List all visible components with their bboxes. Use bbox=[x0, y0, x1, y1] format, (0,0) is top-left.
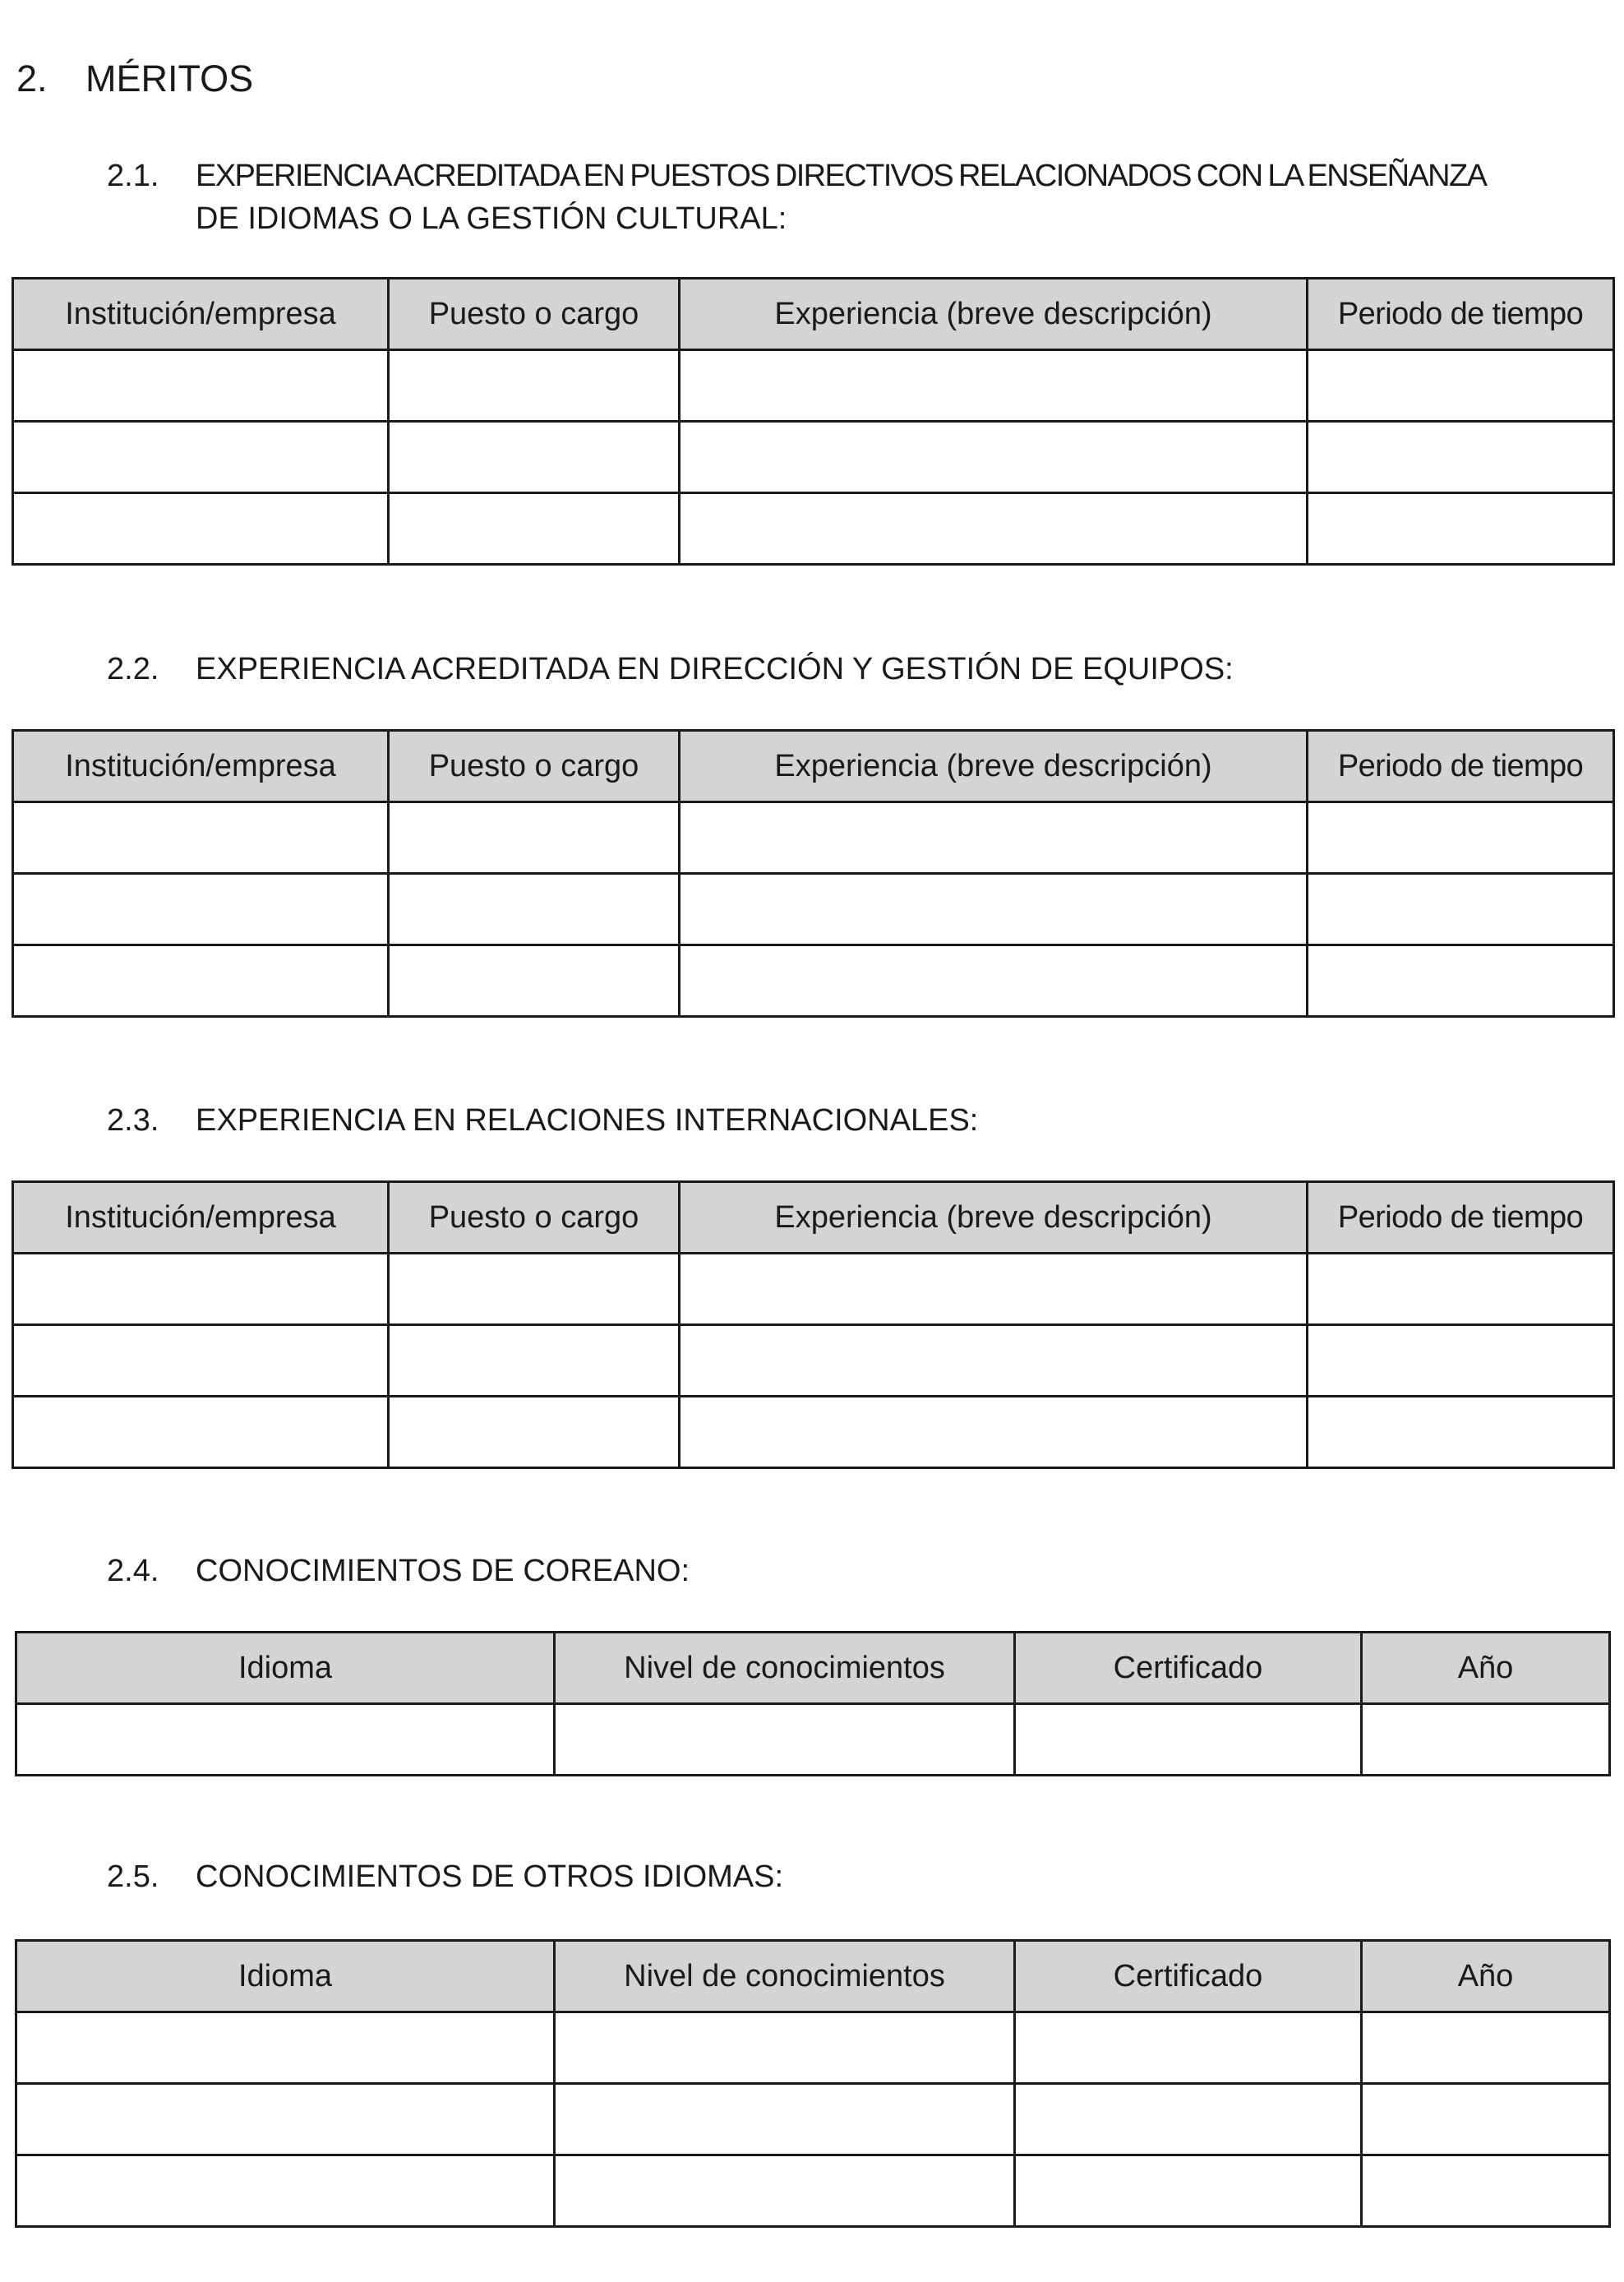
cell-institution[interactable] bbox=[13, 1325, 389, 1397]
cell-institution[interactable] bbox=[13, 802, 389, 874]
cell-institution[interactable] bbox=[13, 874, 389, 945]
cell-experience[interactable] bbox=[680, 1397, 1308, 1468]
table-row bbox=[13, 945, 1614, 1017]
cell-period[interactable] bbox=[1308, 493, 1614, 565]
subsection-number: 2.4. bbox=[107, 1554, 159, 1588]
table-row bbox=[13, 802, 1614, 874]
section-heading bbox=[16, 56, 253, 102]
header-language: Idioma bbox=[16, 1941, 555, 2012]
header-level: Nivel de conocimientos bbox=[555, 1633, 1015, 1704]
subsection-number: 2.2. bbox=[107, 652, 159, 686]
header-experience: Experiencia (breve descripción) bbox=[680, 731, 1308, 802]
table-row bbox=[13, 1254, 1614, 1325]
cell-position[interactable] bbox=[389, 1397, 680, 1468]
cell-experience[interactable] bbox=[680, 802, 1308, 874]
cell-position[interactable] bbox=[389, 874, 680, 945]
header-year: Año bbox=[1362, 1941, 1610, 2012]
header-language: Idioma bbox=[16, 1633, 555, 1704]
header-period: Periodo de tiempo bbox=[1308, 1182, 1614, 1254]
table-row bbox=[13, 350, 1614, 422]
table-directive-experience bbox=[12, 277, 1615, 566]
cell-period[interactable] bbox=[1308, 874, 1614, 945]
table-row bbox=[16, 1704, 1610, 1776]
cell-period[interactable] bbox=[1308, 1325, 1614, 1397]
cell-experience[interactable] bbox=[680, 493, 1308, 565]
table-header-row bbox=[16, 1941, 1610, 2012]
subsection-heading-2-1 bbox=[107, 155, 1611, 240]
subsection-heading-2-3 bbox=[107, 1099, 1611, 1142]
cell-period[interactable] bbox=[1308, 802, 1614, 874]
table-row bbox=[13, 874, 1614, 945]
subsection-number: 2.1. bbox=[107, 159, 159, 193]
cell-institution[interactable] bbox=[13, 945, 389, 1017]
cell-position[interactable] bbox=[389, 802, 680, 874]
header-level: Nivel de conocimientos bbox=[555, 1941, 1015, 2012]
table-row bbox=[16, 2012, 1610, 2084]
subsection-number: 2.5. bbox=[107, 1859, 159, 1894]
cell-period[interactable] bbox=[1308, 1254, 1614, 1325]
table-header-row bbox=[13, 1182, 1614, 1254]
table-header-row bbox=[13, 279, 1614, 350]
table-row bbox=[13, 422, 1614, 493]
header-experience: Experiencia (breve descripción) bbox=[680, 1182, 1308, 1254]
table-row bbox=[13, 1397, 1614, 1468]
cell-certificate[interactable] bbox=[1015, 2155, 1362, 2227]
cell-institution[interactable] bbox=[13, 1397, 389, 1468]
table-header-row bbox=[16, 1633, 1610, 1704]
cell-certificate[interactable] bbox=[1015, 2084, 1362, 2155]
table-row bbox=[13, 1325, 1614, 1397]
cell-certificate[interactable] bbox=[1015, 1704, 1362, 1776]
subsection-title: CONOCIMIENTOS DE COREANO: bbox=[196, 1554, 690, 1588]
cell-level[interactable] bbox=[555, 1704, 1015, 1776]
subsection-title: CONOCIMIENTOS DE OTROS IDIOMAS: bbox=[196, 1859, 784, 1894]
subsection-heading-2-5 bbox=[107, 1855, 1611, 1898]
cell-year[interactable] bbox=[1362, 2012, 1610, 2084]
table-header-row bbox=[13, 731, 1614, 802]
cell-language[interactable] bbox=[16, 1704, 555, 1776]
cell-certificate[interactable] bbox=[1015, 2012, 1362, 2084]
subsection-title: EXPERIENCIA ACREDITADA EN DIRECCIÓN Y GESTIÓN DE EQUIPOS: bbox=[196, 652, 1234, 686]
header-experience: Experiencia (breve descripción) bbox=[680, 279, 1308, 350]
cell-experience[interactable] bbox=[680, 422, 1308, 493]
table-row bbox=[16, 2084, 1610, 2155]
cell-institution[interactable] bbox=[13, 1254, 389, 1325]
header-institution: Institución/empresa bbox=[13, 1182, 389, 1254]
cell-language[interactable] bbox=[16, 2012, 555, 2084]
cell-position[interactable] bbox=[389, 945, 680, 1017]
subsection-number: 2.3. bbox=[107, 1103, 159, 1138]
table-row bbox=[13, 493, 1614, 565]
cell-level[interactable] bbox=[555, 2012, 1015, 2084]
cell-institution[interactable] bbox=[13, 350, 389, 422]
cell-level[interactable] bbox=[555, 2084, 1015, 2155]
table-row bbox=[16, 2155, 1610, 2227]
subsection-title: EXPERIENCIA EN RELACIONES INTERNACIONALES: bbox=[196, 1103, 979, 1138]
subsection-title-line-1: EXPERIENCIA ACREDITADA EN PUESTOS DIRECTIVOS RELACIONADOS CON LA ENSEÑANZA bbox=[196, 159, 1487, 193]
header-institution: Institución/empresa bbox=[13, 279, 389, 350]
cell-year[interactable] bbox=[1362, 2155, 1610, 2227]
cell-position[interactable] bbox=[389, 422, 680, 493]
cell-language[interactable] bbox=[16, 2155, 555, 2227]
cell-experience[interactable] bbox=[680, 945, 1308, 1017]
cell-period[interactable] bbox=[1308, 1397, 1614, 1468]
cell-period[interactable] bbox=[1308, 422, 1614, 493]
cell-experience[interactable] bbox=[680, 350, 1308, 422]
table-other-languages bbox=[15, 1939, 1611, 2228]
cell-language[interactable] bbox=[16, 2084, 555, 2155]
subsection-heading-2-4 bbox=[107, 1550, 1611, 1592]
cell-position[interactable] bbox=[389, 1254, 680, 1325]
cell-position[interactable] bbox=[389, 493, 680, 565]
header-institution: Institución/empresa bbox=[13, 731, 389, 802]
header-certificate: Certificado bbox=[1015, 1941, 1362, 2012]
header-period: Periodo de tiempo bbox=[1308, 731, 1614, 802]
section-number: 2. bbox=[16, 58, 48, 99]
cell-position[interactable] bbox=[389, 350, 680, 422]
header-certificate: Certificado bbox=[1015, 1633, 1362, 1704]
cell-period[interactable] bbox=[1308, 350, 1614, 422]
section-title: MÉRITOS bbox=[85, 58, 254, 99]
table-international-relations bbox=[12, 1180, 1615, 1469]
subsection-heading-2-2 bbox=[107, 648, 1611, 691]
header-period: Periodo de tiempo bbox=[1308, 279, 1614, 350]
table-korean-knowledge bbox=[15, 1631, 1611, 1776]
cell-experience[interactable] bbox=[680, 1254, 1308, 1325]
table-team-management bbox=[12, 729, 1615, 1018]
cell-institution[interactable] bbox=[13, 422, 389, 493]
cell-experience[interactable] bbox=[680, 1325, 1308, 1397]
header-position: Puesto o cargo bbox=[389, 731, 680, 802]
header-year: Año bbox=[1362, 1633, 1610, 1704]
cell-experience[interactable] bbox=[680, 874, 1308, 945]
cell-institution[interactable] bbox=[13, 493, 389, 565]
cell-year[interactable] bbox=[1362, 2084, 1610, 2155]
header-position: Puesto o cargo bbox=[389, 279, 680, 350]
subsection-title-line-2: DE IDIOMAS O LA GESTIÓN CULTURAL: bbox=[196, 201, 787, 236]
cell-position[interactable] bbox=[389, 1325, 680, 1397]
cell-year[interactable] bbox=[1362, 1704, 1610, 1776]
header-position: Puesto o cargo bbox=[389, 1182, 680, 1254]
cell-level[interactable] bbox=[555, 2155, 1015, 2227]
cell-period[interactable] bbox=[1308, 945, 1614, 1017]
